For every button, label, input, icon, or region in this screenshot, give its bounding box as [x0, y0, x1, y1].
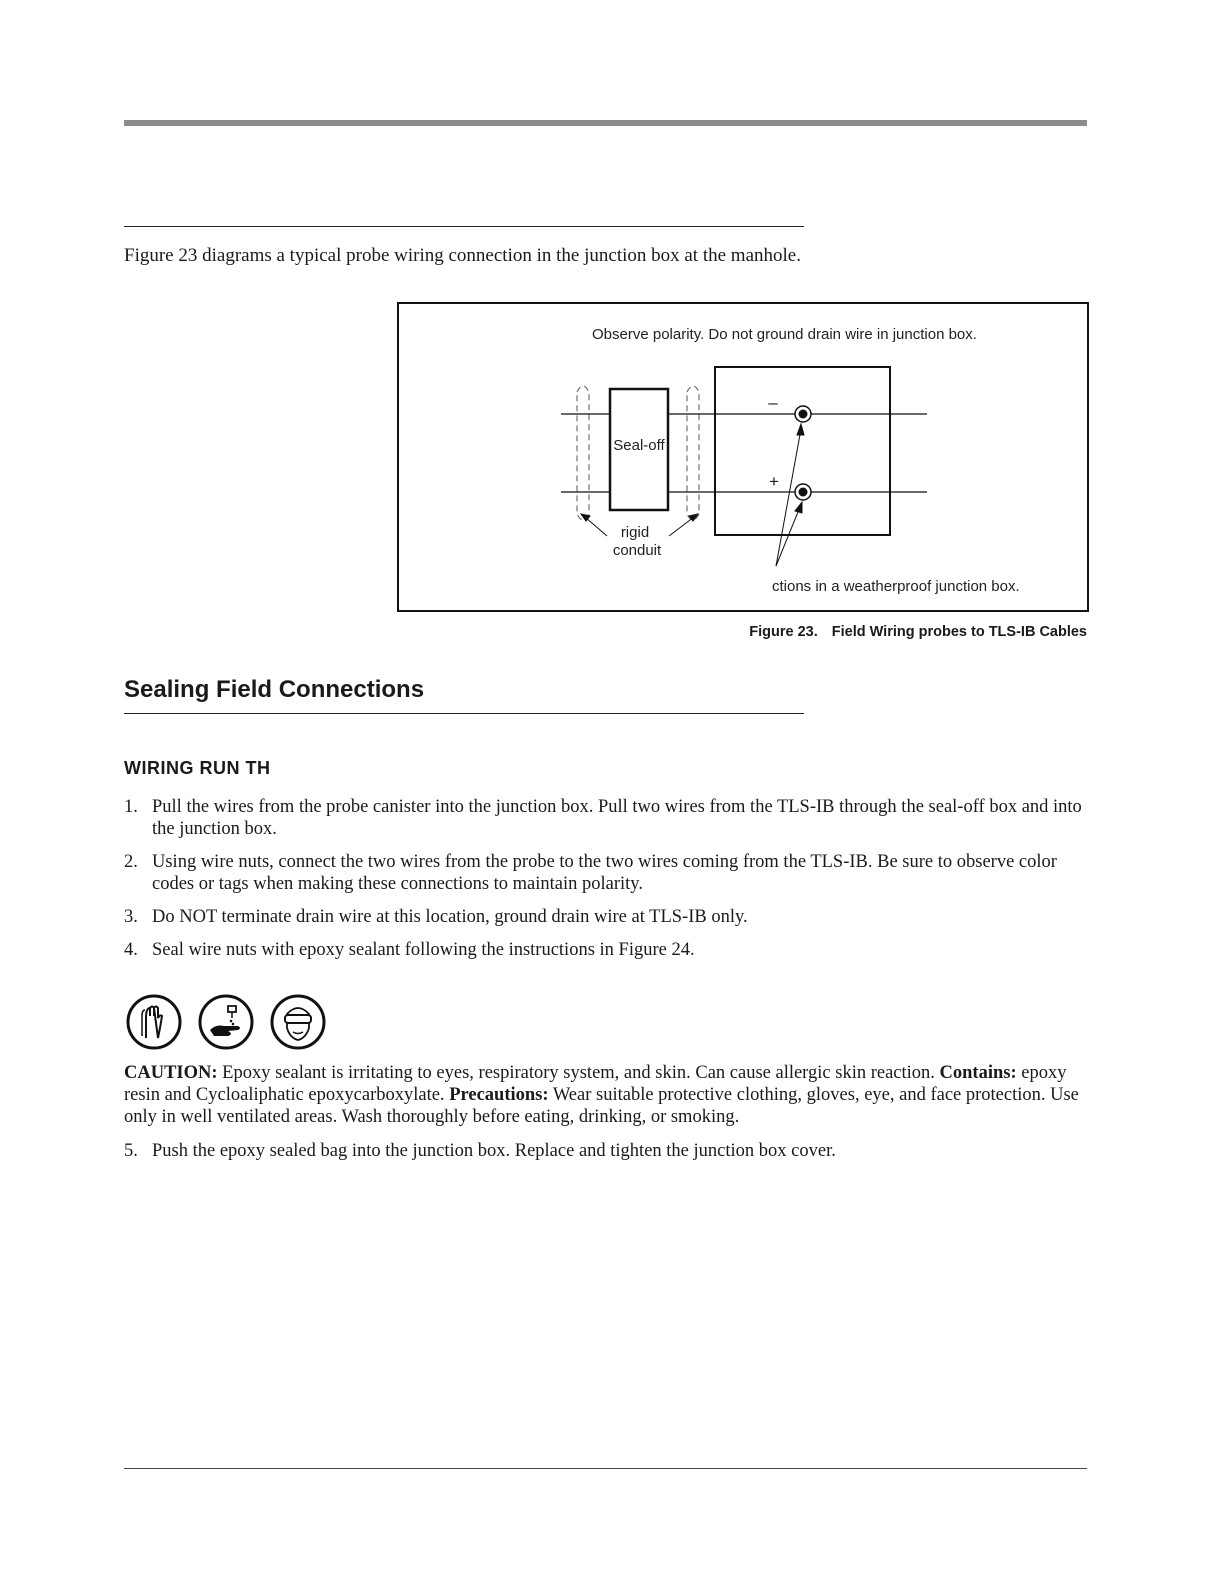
conduit-label-line1: rigid — [620, 524, 650, 541]
list-item — [124, 906, 1087, 928]
list-item — [124, 796, 1087, 840]
caution-paragraph — [124, 1062, 1087, 1128]
step-text: Pull the wires from the probe canister into the junction box. Pull two wires from the TLS-IB through the seal-off box and into the junction box. — [152, 797, 1082, 839]
safety-icons — [126, 994, 326, 1050]
polarity-note: Observe polarity. Do not ground drain wire in junction box. — [592, 326, 977, 343]
right-conduit — [687, 386, 699, 520]
chemical-hazard-icon — [198, 994, 254, 1050]
header-bar — [124, 120, 1087, 126]
caution-label: CAUTION: — [124, 1063, 218, 1083]
step-number: 1. — [124, 797, 138, 817]
step-number: 2. — [124, 852, 138, 872]
junction-note: ctions in a weatherproof junction box. — [772, 578, 1020, 595]
section-title: Sealing Field Connections — [124, 676, 425, 703]
caption-title: Field Wiring probes to TLS-IB Cables — [831, 624, 1087, 640]
plus-label: + — [769, 472, 779, 491]
list-item — [124, 939, 1087, 961]
sealoff-label: Seal-off — [613, 437, 665, 454]
wiring-diagram — [399, 304, 1087, 610]
wiring-figure — [397, 302, 1089, 612]
positive-terminal — [795, 484, 811, 500]
caution-text-3: Wear suitable protective clothing, gloves, eye, and face protection. Use only in well ventilated areas. Wash thoroughly before eating, drinking, or smoking. — [124, 1085, 1079, 1127]
caution-text-2: epoxy resin and Cycloaliphatic epoxycarboxylate. — [124, 1063, 1067, 1105]
step-number: 4. — [124, 940, 138, 960]
step-text: Do NOT terminate drain wire at this location, ground drain wire at TLS-IB only. — [152, 907, 748, 927]
caption-number: Figure 23. — [749, 624, 818, 640]
minus-label: – — [768, 393, 778, 412]
step-number: 5. — [124, 1141, 138, 1161]
list-item — [124, 1140, 1087, 1162]
step-text: Push the epoxy sealed bag into the junction box. Replace and tighten the junction box cover. — [152, 1141, 836, 1161]
contains-label: Contains: — [939, 1063, 1017, 1083]
list-item — [124, 851, 1087, 895]
section-title-rule — [124, 713, 804, 714]
step-text: Seal wire nuts with epoxy sealant following the instructions in Figure 24. — [152, 940, 695, 960]
step-text: Using wire nuts, connect the two wires from the probe to the two wires coming from the TLS-IB. Be sure to observe color codes or tags when making these connections to maintain polarity. — [152, 852, 1057, 894]
gloves-icon — [126, 994, 182, 1050]
left-conduit — [577, 386, 589, 520]
conduit-label-line2: conduit — [612, 542, 662, 559]
intro-paragraph: Figure 23 diagrams a typical probe wiring connection in the junction box at the manhole. — [124, 245, 801, 266]
step-number: 3. — [124, 907, 138, 927]
caution-text-1: Epoxy sealant is irritating to eyes, respiratory system, and skin. Can cause allergic skin reaction. — [217, 1063, 940, 1083]
footer-rule — [124, 1468, 1087, 1469]
subsection-title: WIRING RUN TH — [124, 758, 271, 778]
safety-goggles-icon — [270, 994, 326, 1050]
section-rule — [124, 226, 804, 227]
precautions-label: Precautions: — [449, 1085, 549, 1105]
steps-list — [124, 796, 1087, 972]
figure-caption — [749, 624, 1087, 640]
negative-terminal — [795, 406, 811, 422]
